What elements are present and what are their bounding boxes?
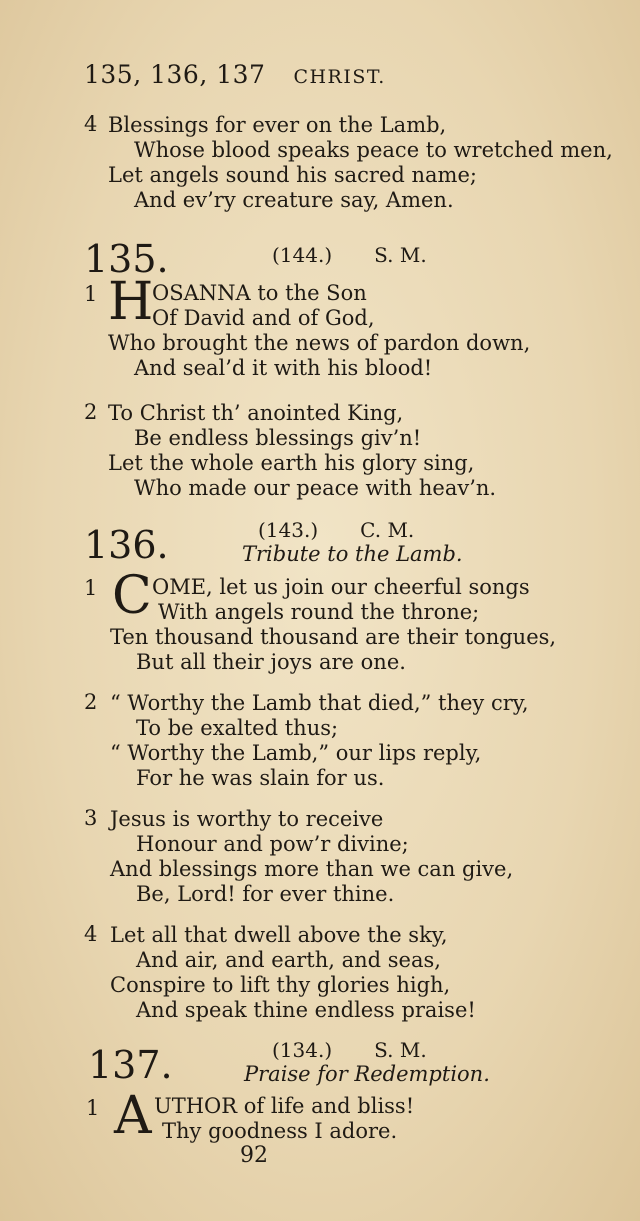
verse-line: Blessings for ever on the Lamb,	[108, 113, 447, 137]
verse-number: 1	[84, 282, 98, 306]
verse-line: And air, and earth, and seas,	[136, 948, 441, 972]
verse-line: “ Worthy the Lamb that died,” they cry,	[110, 691, 529, 715]
verse-line: Who made our peace with heav’n.	[134, 476, 497, 500]
running-header	[84, 60, 386, 89]
verse-line: And seal’d it with his blood!	[134, 356, 433, 380]
verse-line: And blessings more than we can give,	[110, 857, 514, 881]
verse-line: UTHOR of life and bliss!	[154, 1094, 415, 1118]
verse-line: To be exalted thus;	[136, 716, 339, 740]
verse-number: 4	[84, 112, 98, 136]
verse-line: Honour and pow’r divine;	[136, 832, 409, 856]
verse-line: Let angels sound his sacred name;	[108, 163, 477, 187]
verse-line: Thy goodness I adore.	[162, 1119, 398, 1143]
hymn-meta	[272, 243, 427, 267]
hymn-meta	[258, 518, 414, 542]
verse-line: Ten thousand thousand are their tongues,	[110, 625, 557, 649]
hymn-number: 137.	[88, 1043, 173, 1087]
header-title: CHRIST.	[293, 66, 386, 88]
verse-line: Let all that dwell above the sky,	[110, 923, 448, 947]
verse-line: And ev’ry creature say, Amen.	[134, 188, 454, 212]
hymn-subtitle: Praise for Redemption.	[244, 1062, 490, 1086]
meter: S. M.	[374, 1038, 427, 1062]
hymn-number: 136.	[84, 523, 169, 567]
drop-cap: H	[108, 272, 154, 332]
verse-line: OME, let us join our cheerful songs	[152, 575, 530, 599]
verse-line: “ Worthy the Lamb,” our lips reply,	[110, 741, 482, 765]
verse-line: But all their joys are one.	[136, 650, 406, 674]
verse-line: To Christ th’ anointed King,	[108, 401, 404, 425]
verse-number: 1	[86, 1096, 100, 1120]
verse-number: 1	[84, 576, 98, 600]
drop-cap: A	[114, 1086, 152, 1146]
verse-line: With angels round the throne;	[158, 600, 480, 624]
page-number: 92	[240, 1143, 268, 1168]
verse-line: Be endless blessings giv’n!	[134, 426, 422, 450]
verse-number: 2	[84, 400, 98, 424]
verse-line: Of David and of God,	[152, 306, 375, 330]
verse-number: 2	[84, 690, 98, 714]
meter: S. M.	[374, 243, 427, 267]
verse-line: Let the whole earth his glory sing,	[108, 451, 475, 475]
tune-reference: (134.)	[272, 1038, 333, 1062]
meter: C. M.	[360, 518, 415, 542]
hymn-number: 135.	[84, 237, 169, 281]
hymn-subtitle: Tribute to the Lamb.	[242, 542, 463, 566]
verse-line: Conspire to lift thy glories high,	[110, 973, 451, 997]
tune-reference: (144.)	[272, 243, 333, 267]
verse-line: OSANNA to the Son	[152, 281, 367, 305]
verse-number: 4	[84, 922, 98, 946]
drop-cap: C	[112, 566, 152, 626]
verse-line: Be, Lord! for ever thine.	[136, 882, 395, 906]
verse-line: And speak thine endless praise!	[136, 998, 476, 1022]
header-hymn-numbers: 135, 136, 137	[84, 60, 266, 89]
tune-reference: (143.)	[258, 518, 319, 542]
verse-line: Whose blood speaks peace to wretched men,	[134, 138, 613, 162]
verse-number: 3	[84, 806, 98, 830]
verse-line: Who brought the news of pardon down,	[108, 331, 531, 355]
verse-line: Jesus is worthy to receive	[110, 807, 384, 831]
hymn-meta	[272, 1038, 427, 1062]
verse-line: For he was slain for us.	[136, 766, 385, 790]
